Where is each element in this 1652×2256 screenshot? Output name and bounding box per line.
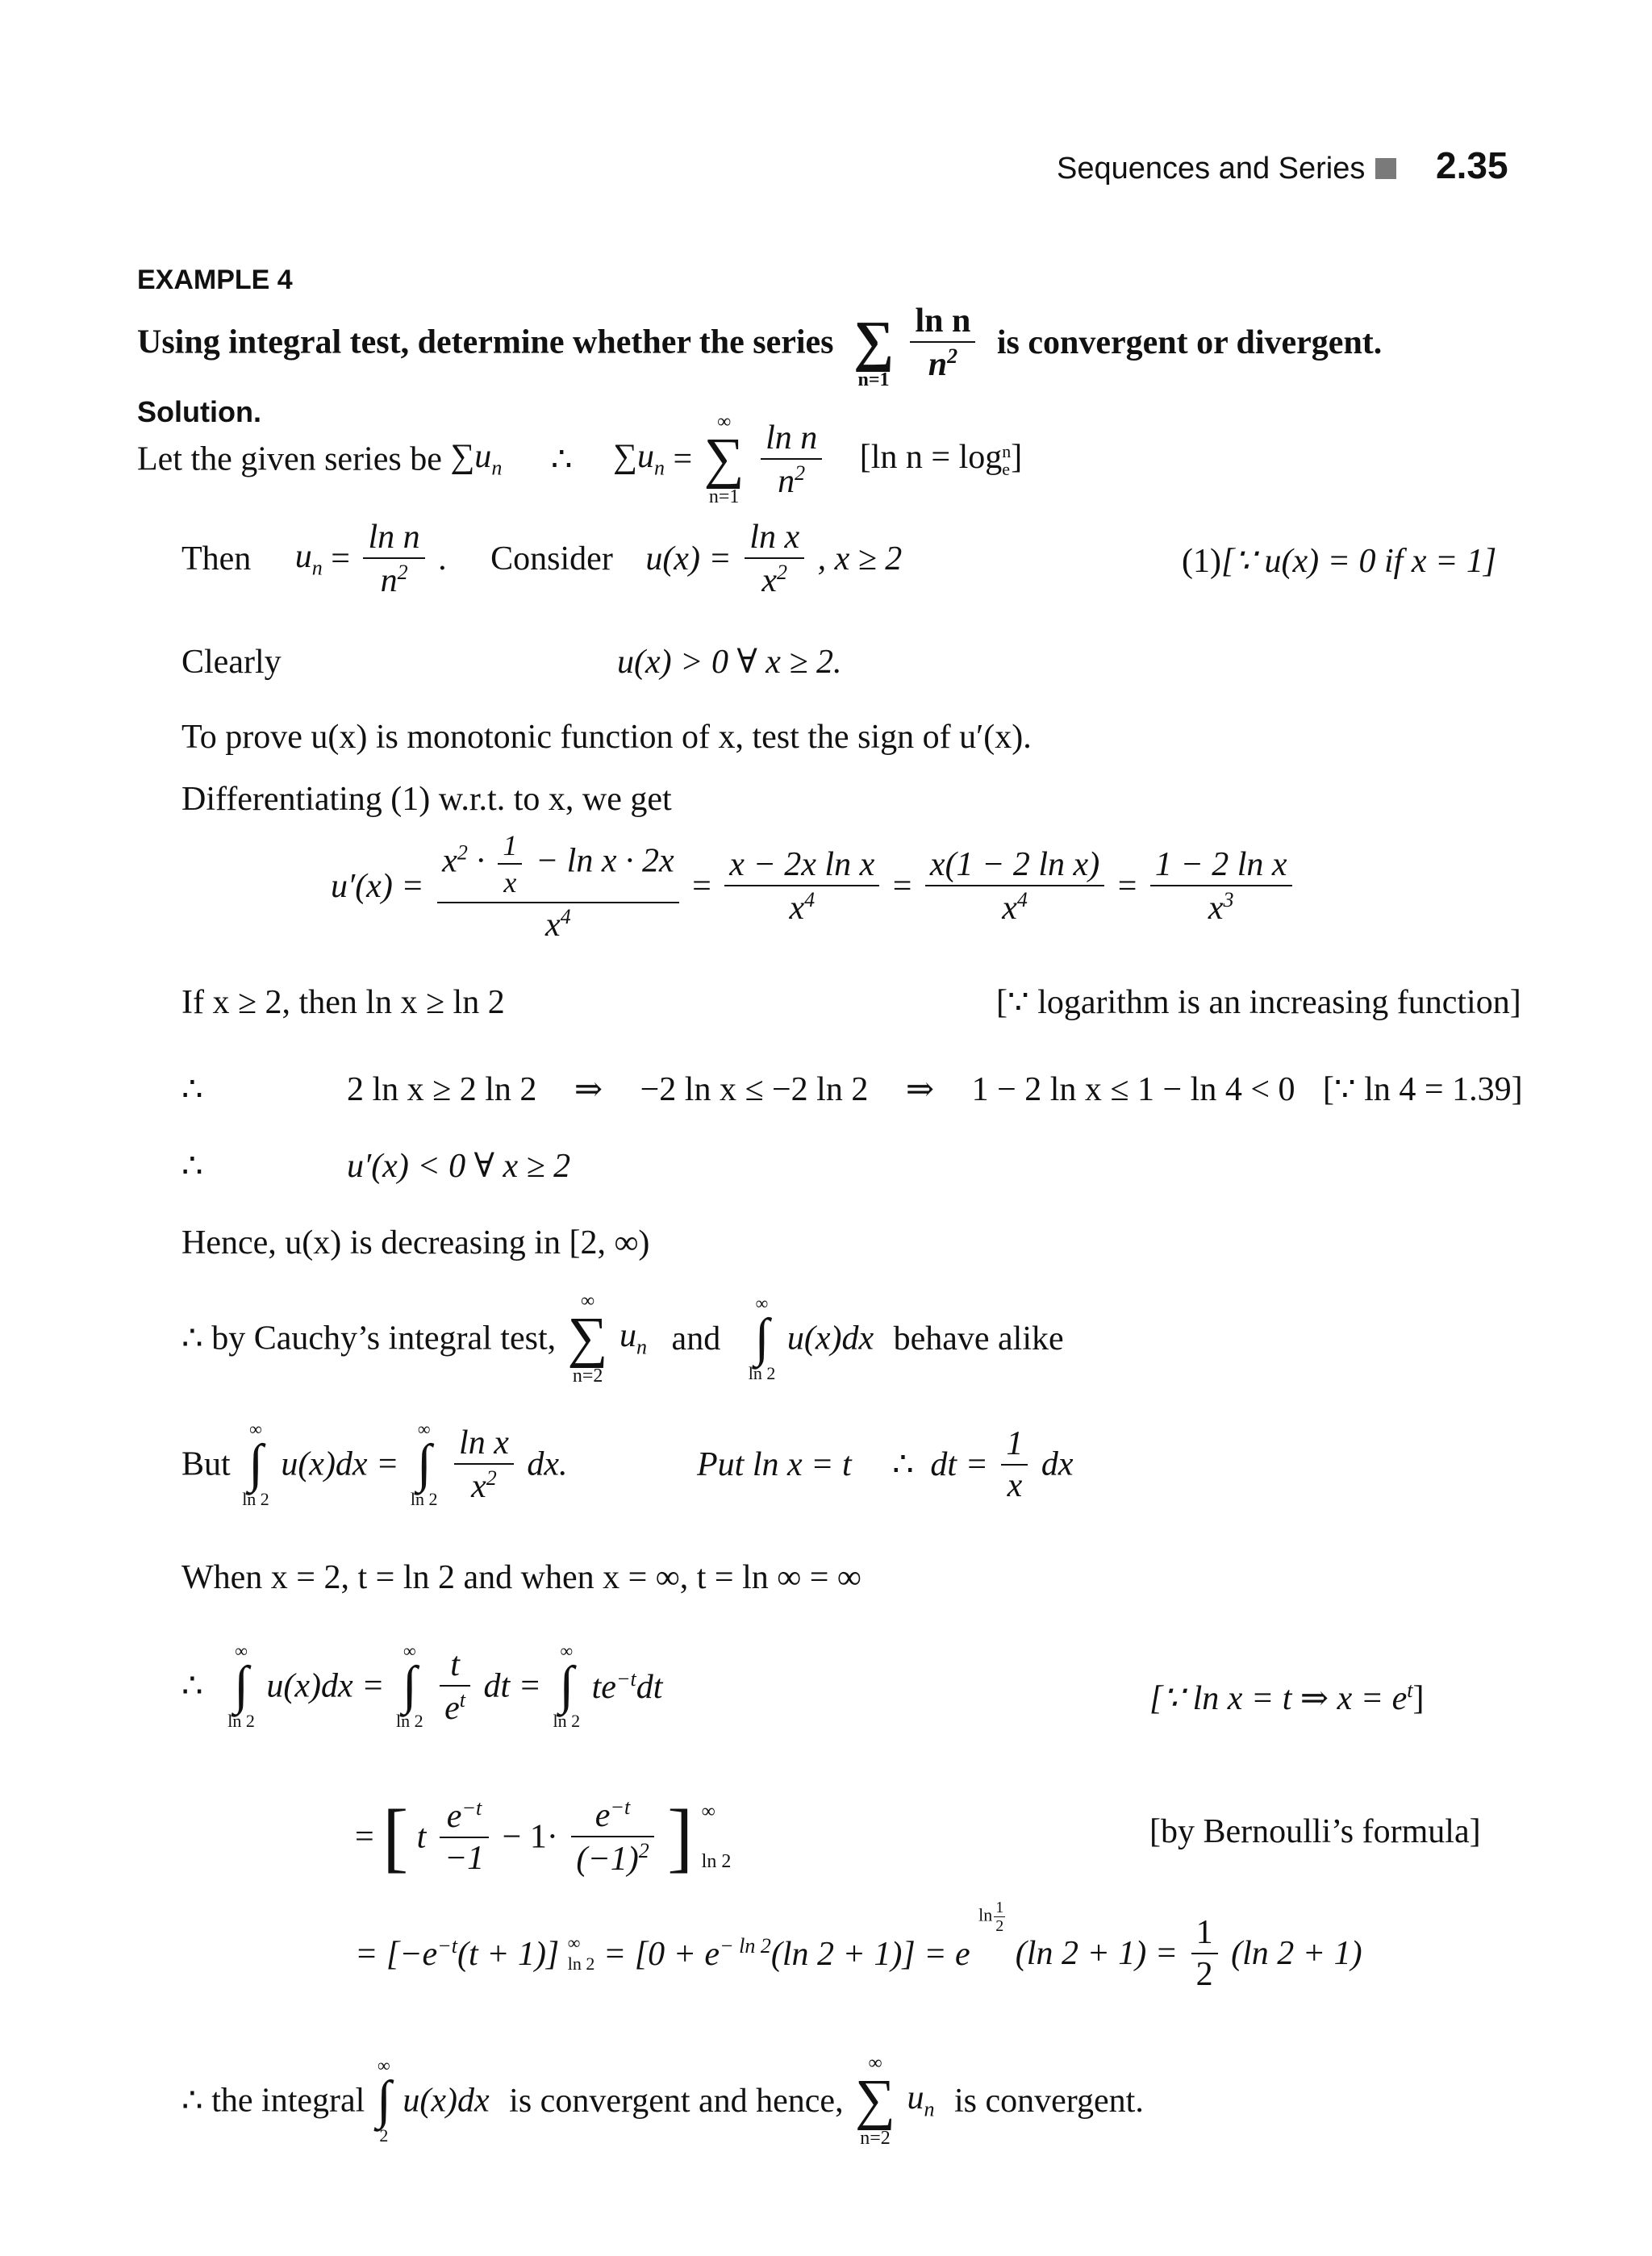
bernoulli-note: [by Bernoulli’s formula]	[1149, 1813, 1481, 1850]
if-line: If x ≥ 2, then ln x ≥ ln 2	[181, 984, 505, 1021]
ineq-note: [∵ ln 4 = 1.39]	[1323, 1071, 1523, 1108]
header-separator	[1375, 158, 1396, 179]
ineq-therefore: ∴	[181, 1071, 203, 1108]
diff-line: Differentiating (1) w.r.t. to x, we get	[181, 781, 672, 818]
clearly-expr: u(x) > 0 ∀ x ≥ 2.	[617, 644, 842, 681]
deriv-sign-therefore: ∴	[181, 1148, 203, 1185]
then-line: Then $u_n$ = $\frac{\text{ln n}}{n^2}$ . Consider u(x) = $\frac{\text{ln x}}{x^2}$ , x ≥ 2	[181, 519, 903, 599]
ineq-chain: 2 ln x ≥ 2 ln 2 ⇒ −2 ln x ≤ −2 ln 2 ⇒ 1 − 2 ln x ≤ 1 − ln 4 < 0	[347, 1071, 1295, 1108]
final-line: ∴ the integral ∞ ∫ 2 u(x)dx is convergent and hence, ∞ ∑ n=2 $u_n$ is convergent.	[181, 2053, 1144, 2149]
prompt-text-after: is convergent or divergent.	[996, 323, 1383, 361]
then-line-note: (1)[∵ u(x) = 0 if x = 1]	[1182, 543, 1497, 580]
clearly-label: Clearly	[181, 644, 282, 681]
running-header	[1057, 152, 1365, 186]
but-line: But ∞ ∫ ln 2 u(x)dx = ∞ ∫ ln 2 $\frac{\text{ln x}}{x^2}$ dx. Put ln x = t ∴ dt = $\frac{1}{x}$ dx	[181, 1419, 1074, 1509]
cauchy-line: ∴ by Cauchy’s integral test, ∞ ∑ n=2 $u_n$ and ∞ ∫ ln 2 u(x)dx behave alike	[181, 1291, 1064, 1387]
prompt-text-before: Using integral test, determine whether the series	[137, 323, 834, 361]
page-number: 2.35	[1436, 144, 1508, 186]
monotone-line: To prove u(x) is monotonic function of x, test the sign of u′(x).	[181, 719, 1032, 756]
let-line: Let the given series be $\sum u_n$ ∴ $\sum u_n$ = ∞ ∑ n=1 $\frac{\text{ln n}}{n^2}$ [ln n = log n e ]	[137, 411, 1023, 507]
integral-note: [∵ ln x = t ⇒ $x = e^t$]	[1149, 1678, 1425, 1717]
hence-line: Hence, u(x) is decreasing in [2, ∞)	[181, 1224, 650, 1261]
deriv-sign-expr: u′(x) < 0 ∀ x ≥ 2	[347, 1148, 571, 1185]
bernoulli-line: = [ t $\frac{e^{-t}}{-1}$ − 1· $\frac{e^{-t}}{(-1)^2}$ ] ∞ ln 2	[355, 1793, 732, 1880]
when-line: When x = 2, t = ln 2 and when x = ∞, t = ln ∞ = ∞	[181, 1559, 861, 1596]
if-line-note: [∵ logarithm is an increasing function]	[996, 984, 1521, 1021]
running-title: Sequences and Series	[1057, 152, 1366, 186]
example-heading: EXAMPLE 4	[137, 265, 293, 295]
series-fraction: $\frac{\text{ln n}}{n^2}$	[910, 304, 975, 382]
let-series-sum: ∞ ∑ n=1	[703, 411, 745, 507]
series-sum: ∑ n=1	[853, 311, 894, 390]
solution-label: Solution.	[137, 395, 261, 428]
derivative-line: u′(x) = $x^2$ · $\frac{1}{x}$ − ln x · 2x $x^4$ = $\frac{\text{x − 2x ln x}}{x^4}$ = $\frac{\text{x(1 − 2 ln x)}}{x^4}$ = $\frac{\text{1 − 2 ln x}}{x^3}$	[331, 831, 1297, 942]
integral-line: ∴ ∞ ∫ ln 2 u(x)dx = ∞ ∫ ln 2 $\frac{t}{e^t}$ dt = ∞ ∫ ln 2 $te^{-t}dt$	[181, 1641, 663, 1731]
eval-line: = $[-e^{-t}(t + 1)]$ ∞ ln 2 = [$0 + e^{- ln 2}(\ln$ 2 + 1)] = e ln $\frac{1}{2}$ (ln 2 + 1) = $\frac{1}{2}$ (ln 2 + 1)	[355, 1899, 1362, 1993]
example-prompt	[137, 294, 1382, 390]
